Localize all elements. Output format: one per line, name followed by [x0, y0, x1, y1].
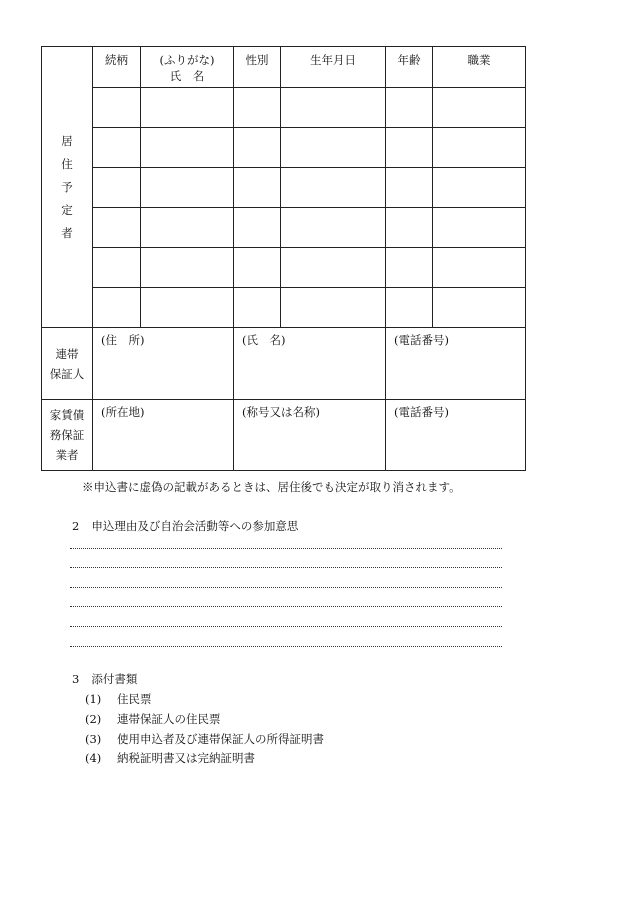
answer-line[interactable]: [70, 626, 502, 627]
answer-line[interactable]: [70, 646, 502, 647]
cell-age[interactable]: [386, 248, 433, 288]
resident-row: [42, 128, 526, 168]
cell-gender[interactable]: [234, 208, 281, 248]
cell-relation[interactable]: [93, 88, 141, 128]
cell-occupation[interactable]: [433, 128, 526, 168]
cell-occupation[interactable]: [433, 288, 526, 328]
guarantor-label: 連帯 保証人: [42, 328, 93, 400]
cell-age[interactable]: [386, 168, 433, 208]
resident-label: 居 住 予 定 者: [42, 47, 93, 328]
false-statement-note: ※申込書に虚偽の記載があるときは、居住後でも決定が取り消されます。: [82, 480, 461, 494]
header-relation: 続柄: [93, 47, 141, 88]
resident-row: [42, 208, 526, 248]
cell-birthdate[interactable]: [281, 88, 386, 128]
cell-gender[interactable]: [234, 168, 281, 208]
cell-occupation[interactable]: [433, 248, 526, 288]
cell-name[interactable]: [141, 248, 234, 288]
cell-occupation[interactable]: [433, 88, 526, 128]
cell-gender[interactable]: [234, 128, 281, 168]
cell-name[interactable]: [141, 208, 234, 248]
attachment-item: (2) 連帯保証人の住民票: [85, 712, 221, 726]
cell-birthdate[interactable]: [281, 288, 386, 328]
application-form-table: [41, 46, 525, 470]
header-birthdate: 生年月日: [281, 47, 386, 88]
cell-age[interactable]: [386, 208, 433, 248]
cell-age[interactable]: [386, 88, 433, 128]
company-label: 家賃債 務保証 業者: [42, 400, 93, 471]
section2-heading: 2 申込理由及び自治会活動等への参加意思: [72, 519, 299, 533]
cell-gender[interactable]: [234, 288, 281, 328]
cell-relation[interactable]: [93, 208, 141, 248]
cell-birthdate[interactable]: [281, 248, 386, 288]
guarantor-name-field[interactable]: (氏 名): [234, 328, 386, 400]
cell-age[interactable]: [386, 128, 433, 168]
answer-line[interactable]: [70, 606, 502, 607]
cell-relation[interactable]: [93, 288, 141, 328]
company-location-field[interactable]: (所在地): [93, 400, 234, 471]
cell-name[interactable]: [141, 88, 234, 128]
header-age: 年齢: [386, 47, 433, 88]
resident-row: [42, 288, 526, 328]
resident-row: [42, 168, 526, 208]
attachment-item: (4) 納税証明書又は完納証明書: [85, 751, 255, 765]
header-gender: 性別: [234, 47, 281, 88]
resident-row: [42, 248, 526, 288]
cell-gender[interactable]: [234, 88, 281, 128]
answer-line[interactable]: [70, 567, 502, 568]
section3-heading: 3 添付書類: [72, 672, 138, 686]
answer-line[interactable]: [70, 548, 502, 549]
company-phone-field[interactable]: (電話番号): [386, 400, 526, 471]
resident-row: [42, 88, 526, 128]
cell-relation[interactable]: [93, 248, 141, 288]
cell-name[interactable]: [141, 168, 234, 208]
attachment-item: (1) 住民票: [85, 692, 152, 706]
guarantor-phone-field[interactable]: (電話番号): [386, 328, 526, 400]
cell-relation[interactable]: [93, 168, 141, 208]
cell-occupation[interactable]: [433, 208, 526, 248]
cell-occupation[interactable]: [433, 168, 526, 208]
cell-birthdate[interactable]: [281, 208, 386, 248]
cell-name[interactable]: [141, 128, 234, 168]
company-tradename-field[interactable]: (称号又は名称): [234, 400, 386, 471]
answer-line[interactable]: [70, 587, 502, 588]
cell-birthdate[interactable]: [281, 128, 386, 168]
cell-relation[interactable]: [93, 128, 141, 168]
cell-gender[interactable]: [234, 248, 281, 288]
cell-birthdate[interactable]: [281, 168, 386, 208]
cell-age[interactable]: [386, 288, 433, 328]
guarantor-address-field[interactable]: (住 所): [93, 328, 234, 400]
attachment-item: (3) 使用申込者及び連帯保証人の所得証明書: [85, 732, 324, 746]
cell-name[interactable]: [141, 288, 234, 328]
header-occupation: 職業: [433, 47, 526, 88]
header-name: (ふりがな) 氏 名: [141, 47, 234, 88]
